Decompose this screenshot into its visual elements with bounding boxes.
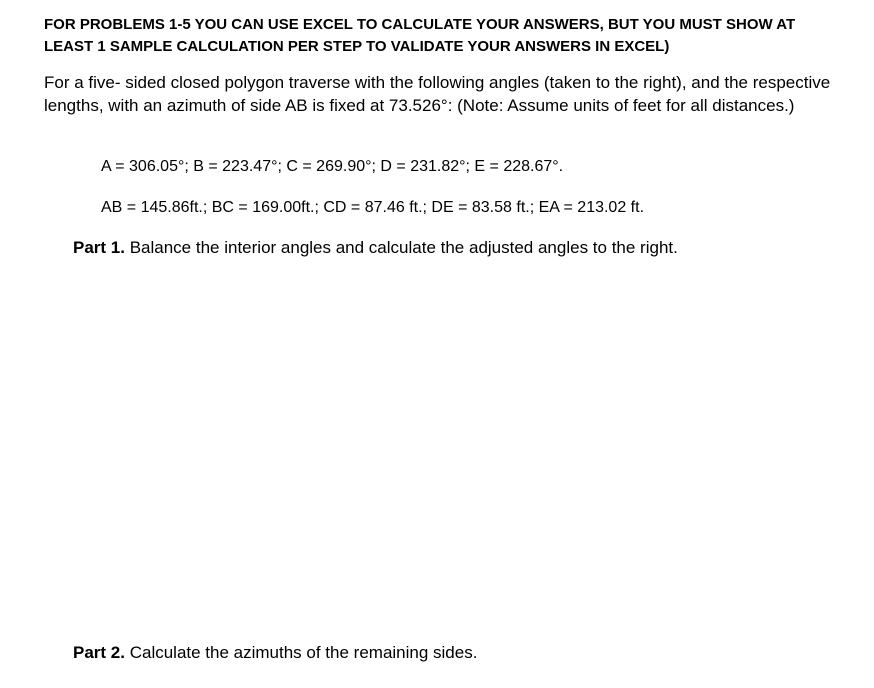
part-2-label: Part 2.: [73, 643, 125, 662]
lengths-list: AB = 145.86ft.; BC = 169.00ft.; CD = 87.46 ft.; DE = 83.58 ft.; EA = 213.02 ft.: [101, 199, 645, 216]
part-1-text: Balance the interior angles and calculate the adjusted angles to the right.: [124, 238, 678, 257]
angles-list: A = 306.05°; B = 223.47°; C = 269.90°; D = 231.82°; E = 228.67°.: [101, 158, 564, 175]
part-1-prompt: [73, 237, 678, 259]
part-1-label: Part 1.: [73, 238, 125, 257]
instructions-heading: FOR PROBLEMS 1-5 YOU CAN USE EXCEL TO CALCULATE YOUR ANSWERS, BUT YOU MUST SHOW AT LEAST 1 SAMPLE CALCULATION PER STEP TO VALIDATE YOUR ANSWERS IN EXCEL): [44, 16, 796, 55]
problem-statement: For a five- sided closed polygon traverse with the following angles (taken to the right), and the respective lengths, with an azimuth of side AB is fixed at 73.526°: (Note: Assume units of feet for all distances.): [44, 73, 831, 115]
part-2-prompt: [73, 642, 477, 664]
part-2-text: Calculate the azimuths of the remaining sides.: [124, 643, 478, 662]
